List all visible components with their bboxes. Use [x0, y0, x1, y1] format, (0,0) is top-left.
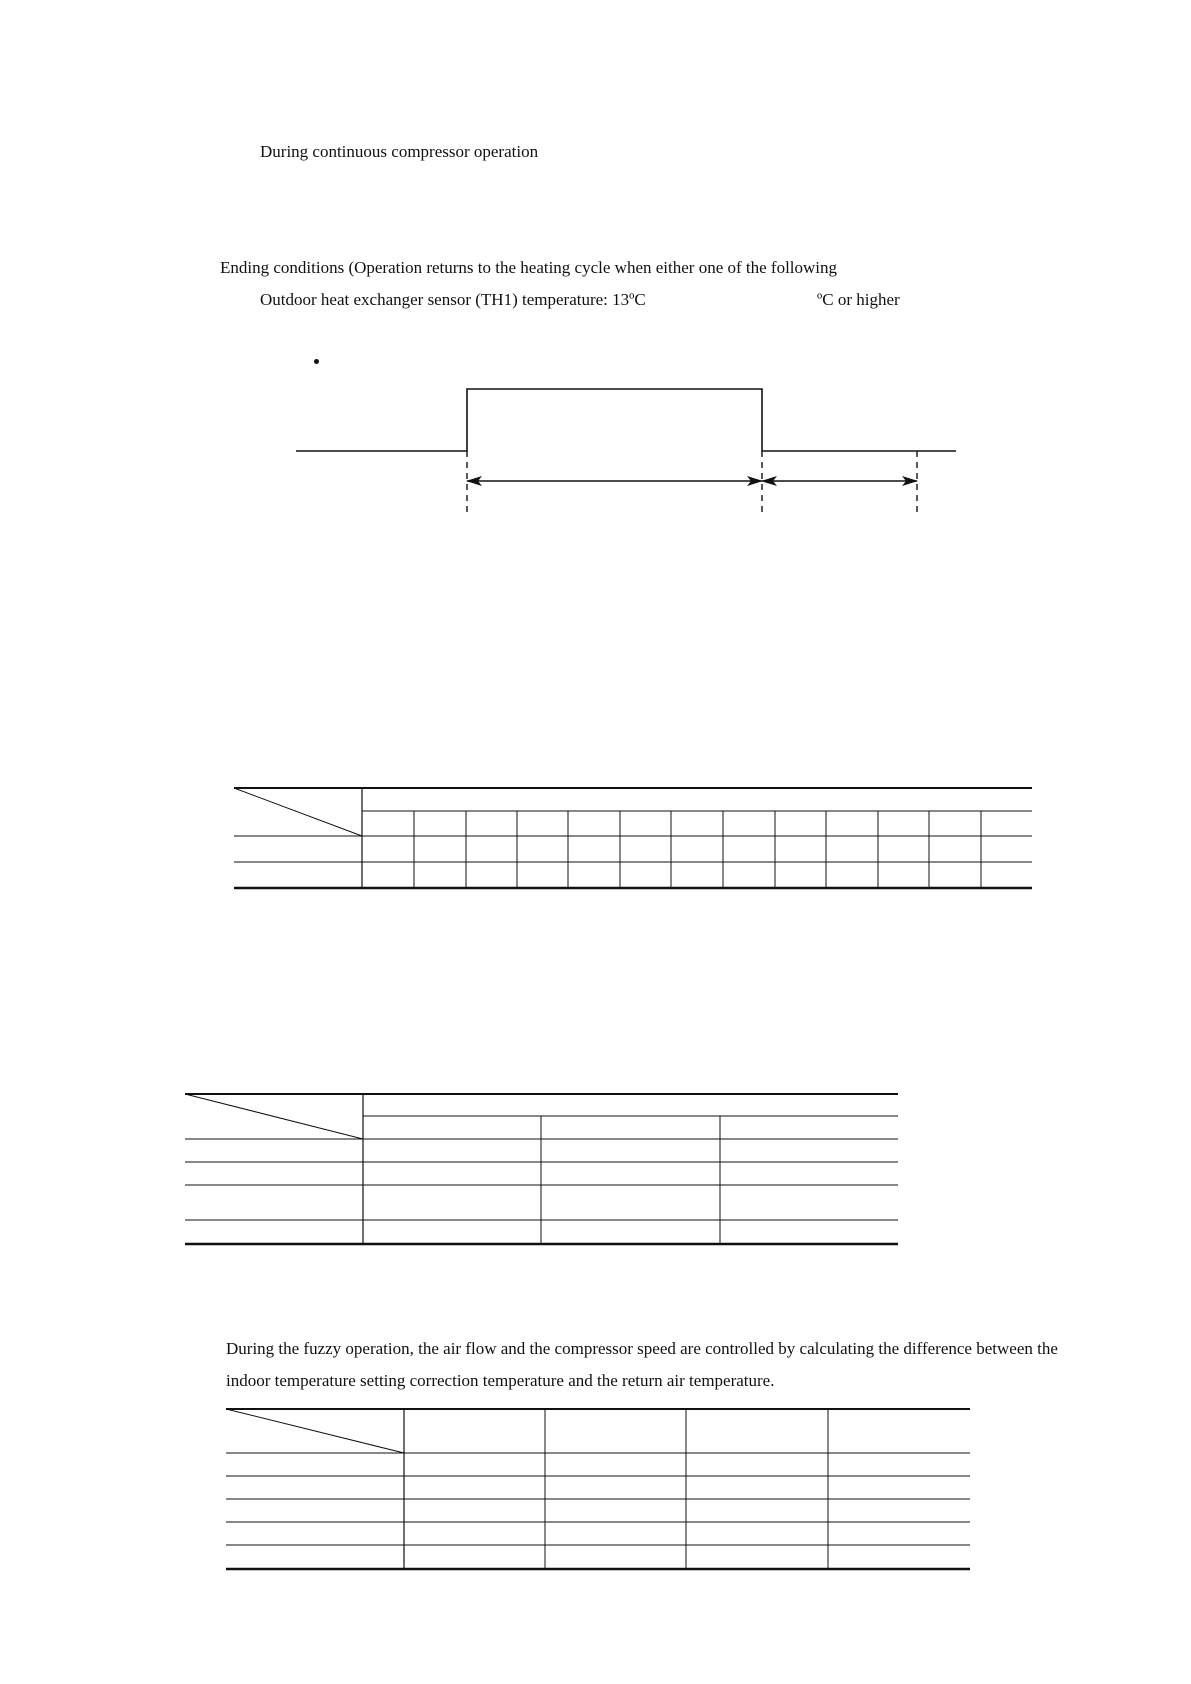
fuzzy-operation-paragraph-line1: During the fuzzy operation, the air flow and the compressor speed are controlled by calculating the difference between the: [226, 1339, 1058, 1358]
table-2-frame: [185, 1094, 898, 1244]
ending-conditions-text: Ending conditions (Operation returns to the heating cycle when either one of the following: [220, 258, 838, 277]
continuous-operation-text: During continuous compressor operation: [260, 142, 539, 161]
bullet-point: [314, 359, 319, 364]
defrost-signal-waveform: [296, 389, 956, 451]
timing-dashed-markers: [467, 451, 917, 512]
th1-temperature-text: Outdoor heat exchanger sensor (TH1) temperature: 13ºC: [260, 290, 646, 309]
fuzzy-operation-paragraph-line2: indoor temperature setting correction temperature and the return air temperature.: [226, 1371, 775, 1390]
table-3-frame: [226, 1409, 970, 1569]
or-higher-text: ºC or higher: [817, 290, 900, 309]
table-1-frame: [234, 788, 1032, 888]
